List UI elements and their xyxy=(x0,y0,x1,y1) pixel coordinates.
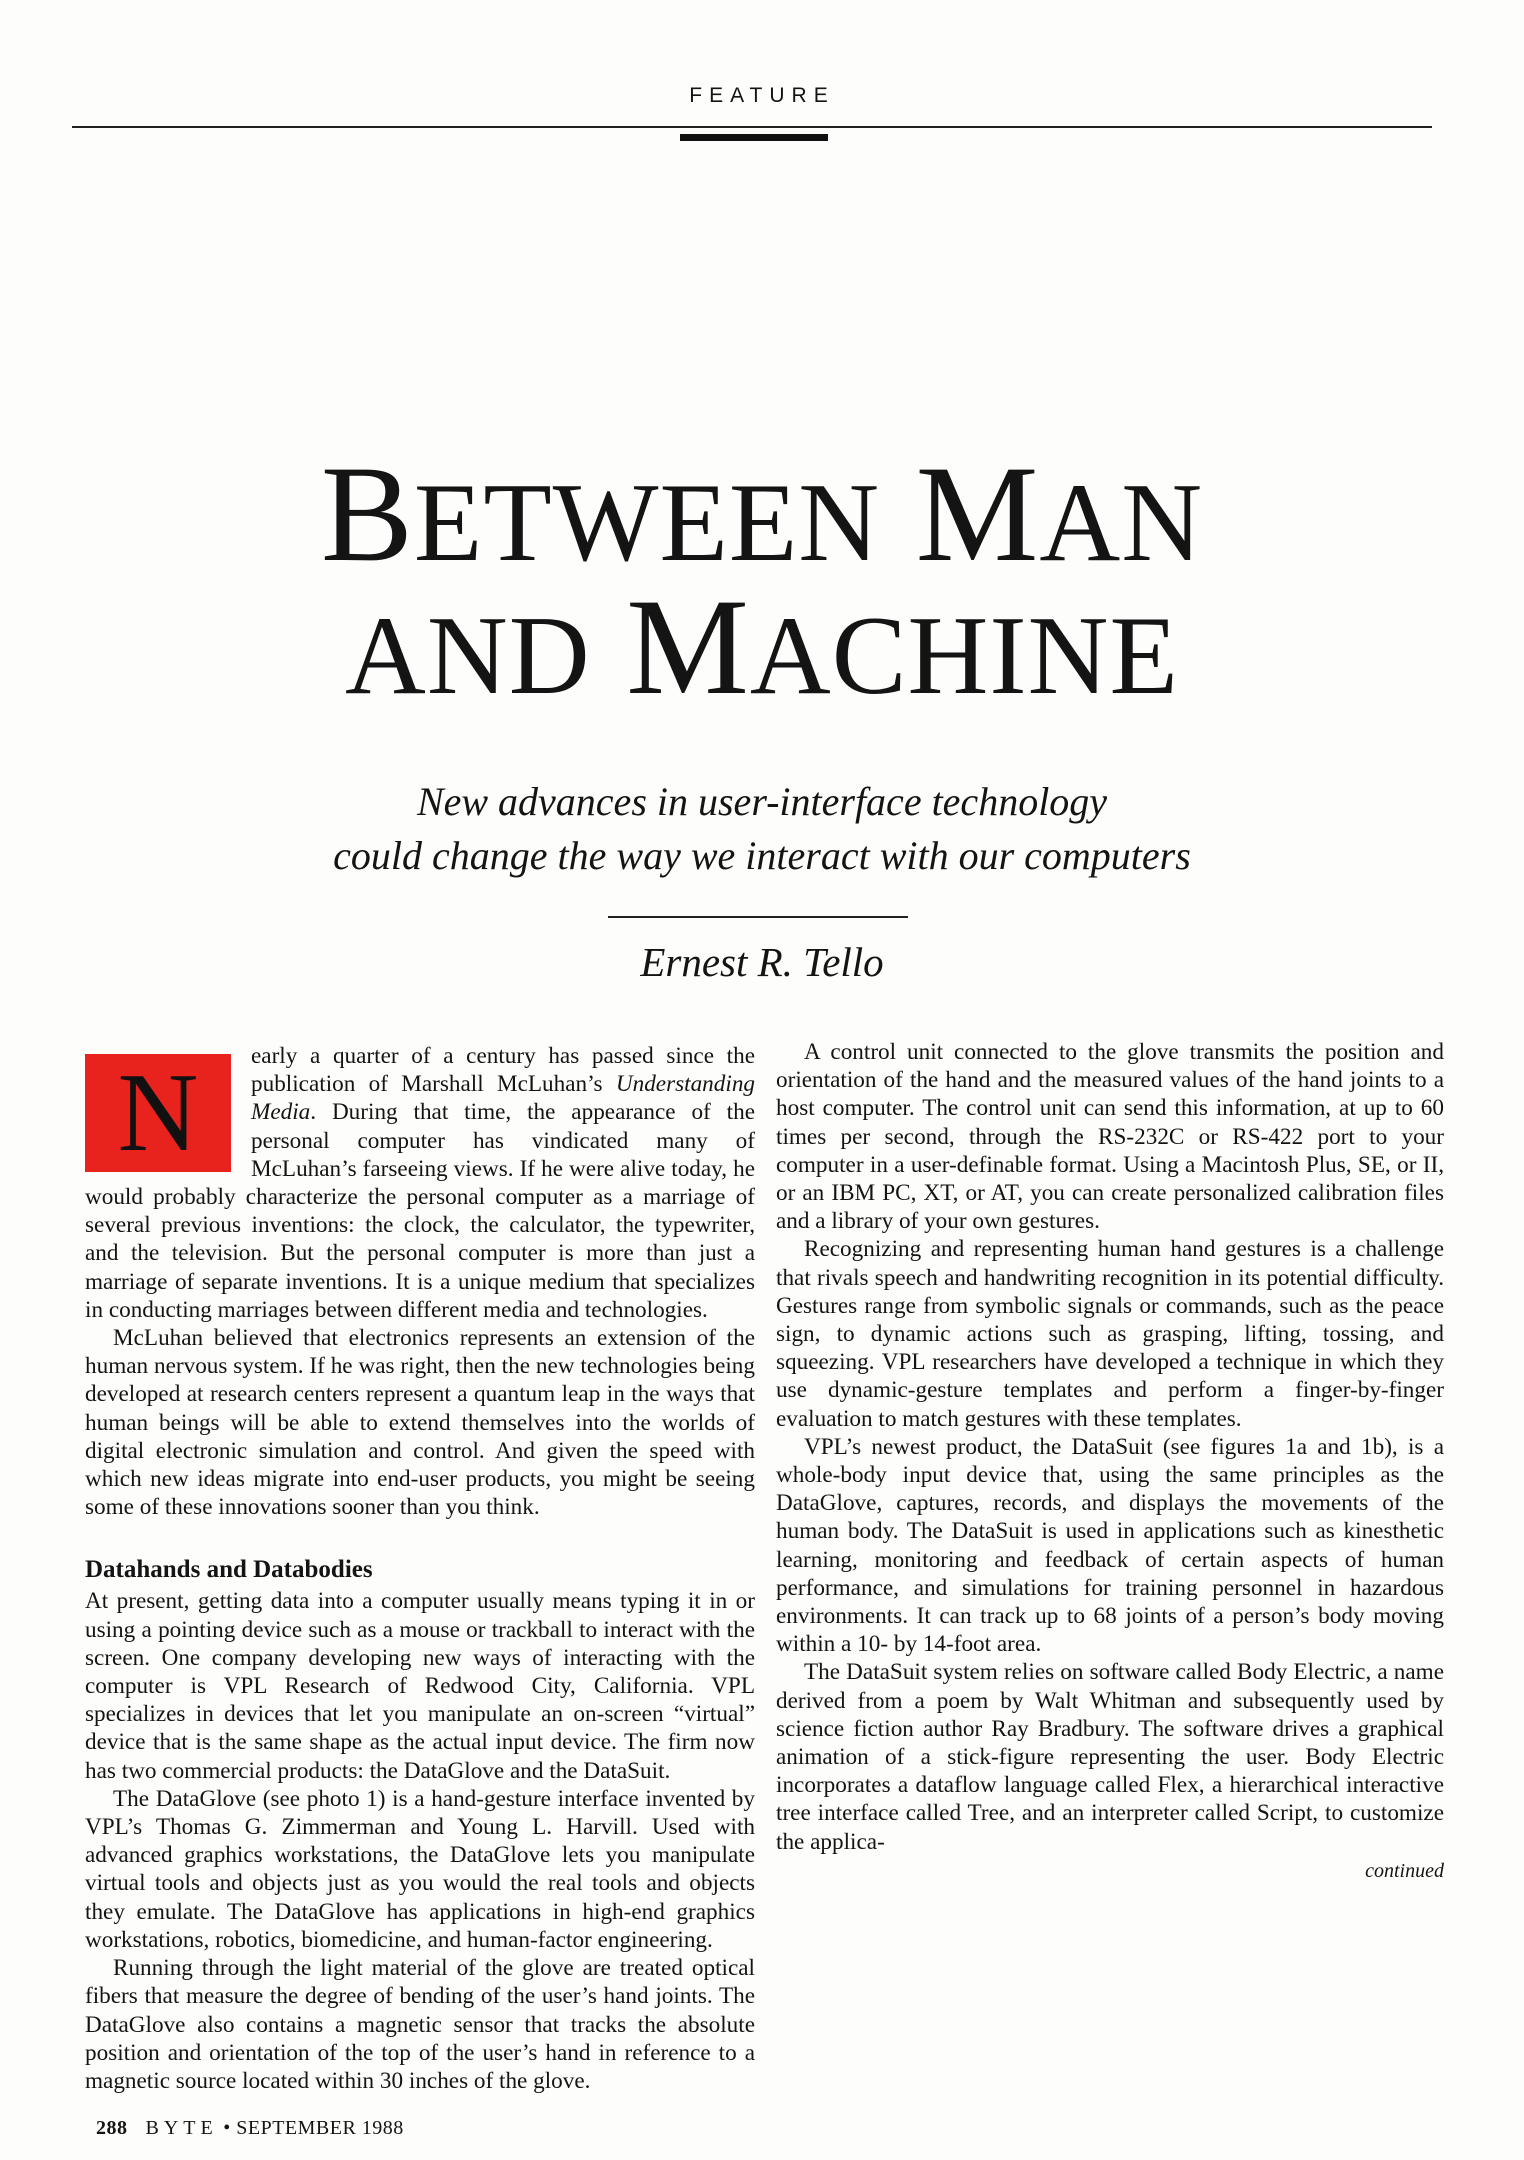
subhead-datahands: Datahands and Databodies xyxy=(85,1556,373,1584)
section-label: FEATURE xyxy=(689,84,835,107)
title-word-man: MAN xyxy=(915,437,1204,590)
paragraph-optical-fibers: Running through the light material of the glove are treated optical fibers that measure the degree of bending of the user’s hand joints. The DataGlove also contains a magnetic sensor that tracks the absolute position and orientation of the top of the user’s hand in reference to a magnetic source located within 30 inches of the glove. xyxy=(85,1955,755,2094)
page-footer xyxy=(96,2117,404,2140)
paragraph-input-devices: At present, getting data into a computer usually means typing it in or using a pointing device such as a mouse or trackball to interact with the screen. One company developing new ways of interacting with the computer is VPL Research of Redwood City, California. VPL specializes in devices that let you manipulate an on-screen “virtual” device that is the same shape as the actual input device. The firm now has two commercial products: the DataGlove and the DataSuit. xyxy=(85,1588,755,1784)
intro-text-a: early a quarter of a century has passed since the publication of Marshall McLuhan’s xyxy=(251,1043,755,1098)
continued-label: continued xyxy=(1365,1859,1444,1882)
title-word-machine: MACHINE xyxy=(626,570,1179,723)
header-rule-accent xyxy=(680,134,828,141)
title-word-between: BETWEEN xyxy=(320,437,881,590)
issue-date: SEPTEMBER 1988 xyxy=(236,2117,404,2139)
paragraph-datasuit: VPL’s newest product, the DataSuit (see figures 1a and 1b), is a whole-body input device that, using the same principles as the DataGlove, captures, records, and displays the movements of the human body. The DataSuit is used in applications such as kinesthetic learning, monitoring and feedback of certain aspects of human performance, and simulations for training personnel in hazardous environments. It can track up to 68 joints of a person’s body moving within a 10- by 14-foot area. xyxy=(776,1433,1444,1658)
author-rule xyxy=(608,916,908,918)
paragraph-mcluhan: McLuhan believed that electronics represents an extension of the human nervous system. If he was right, then the new technologies being developed at research centers represent a quantum leap in the ways that human beings will be able to extend themselves into the worlds of digital electronic simulation and control. And given the speed with which new ideas migrate into end-user products, you might be seeing some of these innovations sooner than you think. xyxy=(85,1325,755,1521)
paragraph-dataglove: The DataGlove (see photo 1) is a hand-gesture interface invented by VPL’s Thomas G. Zimmerman and Young L. Harvill. Used with advanced graphics workstations, the DataGlove lets you manipulate virtual tools and objects just as you would the real tools and objects they emulate. The DataGlove has applications in high-end graphics workstations, robotics, biomedicine, and human-factor engineering. xyxy=(85,1785,755,1953)
article-title-line-2 xyxy=(0,570,1524,723)
paragraph-control-unit: A control unit connected to the glove transmits the position and orientation of the hand and the measured values of the hand joints to a host computer. The control unit can send this information, at up to 60 times per second, through the RS-232C or RS-422 port to your computer in a user-definable format. Using a Macintosh Plus, SE, or II, or an IBM PC, XT, or AT, you can create personalized calibration files and a library of your own gestures. xyxy=(776,1039,1444,1235)
drop-cap: N xyxy=(85,1054,231,1172)
paragraph-body-electric: The DataSuit system relies on software called Body Electric, a name derived from a poem by Walt Whitman and subsequently used by science fiction author Ray Bradbury. The software drives a graphical animation of a stick-figure representing the user. Body Electric incorporates a dataflow language called Flex, a hierarchical interactive tree interface called Tree, and an interpreter called Script, to customize the applica- xyxy=(776,1659,1444,1855)
article-column-right xyxy=(776,1038,1444,1884)
subtitle-line-2: could change the way we interact with our computers xyxy=(333,833,1191,878)
footer-separator: • xyxy=(223,2117,231,2139)
magazine-name: BYTE xyxy=(145,2117,218,2139)
title-word-and: AND xyxy=(345,594,591,718)
header-rule xyxy=(72,126,1432,128)
article-title-line-1 xyxy=(0,437,1524,590)
subtitle-line-1: New advances in user-interface technology xyxy=(416,779,1108,824)
page-number: 288 xyxy=(96,2117,128,2139)
paragraph-intro xyxy=(85,1042,755,1324)
byline: Ernest R. Tello xyxy=(640,939,884,985)
article-column-left xyxy=(85,1042,755,2095)
intro-text-b: . During that time, the appearance of the personal computer has vindicated many of McLuhan’s farseeing views. If he were alive today, he would probably characterize the personal computer as a marriage of several previous inventions: the clock, the calculator, the typewriter, and the television. But the personal computer is more than just a marriage of separate inventions. It is a unique medium that specializes in conducting marriages between different media and technologies. xyxy=(85,1099,755,1323)
book-title: Understanding Media xyxy=(251,1071,755,1126)
paragraph-gestures: Recognizing and representing human hand gestures is a challenge that rivals speech and handwriting recognition in its potential difficulty. Gestures range from symbolic signals or commands, such as the peace sign, to dynamic actions such as grasping, lifting, tossing, and squeezing. VPL researchers have developed a technique in which they use dynamic-gesture templates and perform a finger-by-finger evaluation to match gestures with these templates. xyxy=(776,1236,1444,1432)
